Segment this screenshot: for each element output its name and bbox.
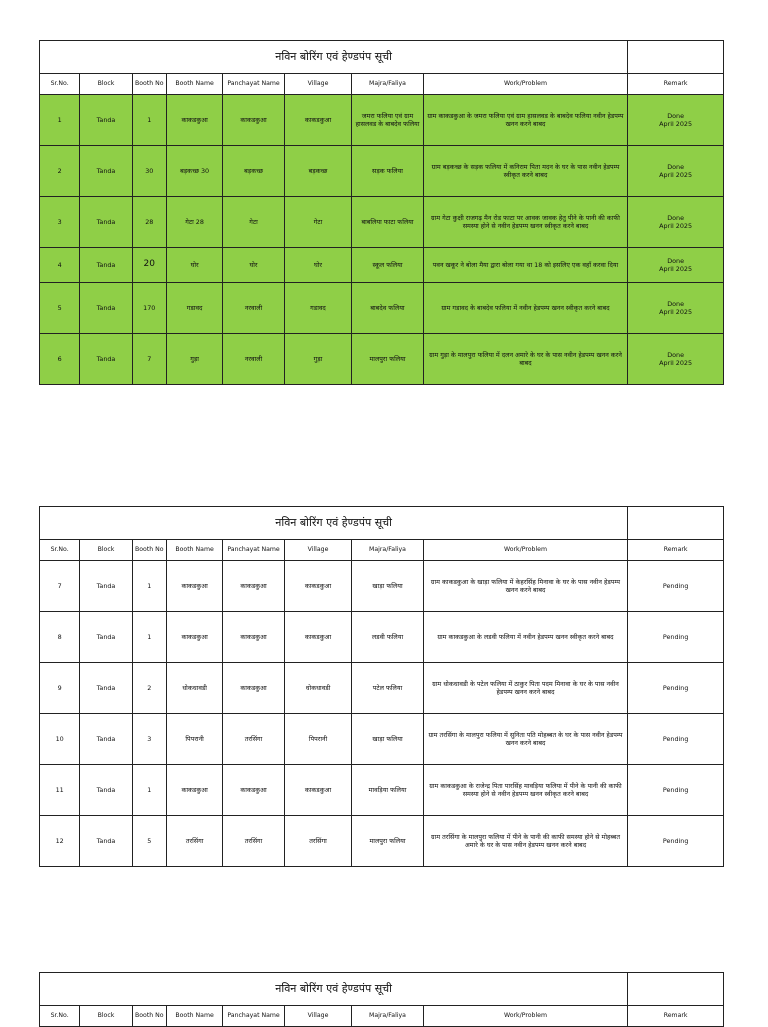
- cell-panchayat: तरसिंगा: [223, 816, 284, 867]
- cell-panchayat: नरवाली: [223, 283, 284, 334]
- cell-village: पिपरानी: [284, 714, 351, 765]
- cell-block: Tanda: [80, 561, 132, 612]
- cell-remark: [628, 334, 724, 385]
- table-row: [40, 334, 724, 385]
- title-blank-cell: [628, 973, 724, 1006]
- cell-remark: Pending: [628, 612, 724, 663]
- cell-remark: [628, 95, 724, 146]
- header-panchayat: Panchayat Name: [223, 540, 284, 561]
- cell-remark: Pending: [628, 714, 724, 765]
- cell-work: ग्राम काकडकुआ के जमरा फलिया एवं ग्राम हासलवड के बाबदेव फलिया नवीन हेडपम्प खनन करने बाबद: [423, 95, 627, 146]
- table-row: [40, 197, 724, 248]
- cell-booth-no: 170: [132, 283, 166, 334]
- header-work: Work/Problem: [423, 74, 627, 95]
- cell-sr: 3: [40, 197, 80, 248]
- cell-panchayat: तरसिंगा: [223, 714, 284, 765]
- cell-booth-no: 1: [132, 561, 166, 612]
- table-3: [39, 972, 724, 1027]
- cell-booth-no: 1: [132, 95, 166, 146]
- header-village: Village: [284, 74, 351, 95]
- cell-work: ग्राम गुड़ा के मालपुरा फलिया में दलन अमारे के घर के पास नवीन हेडपम्प खनन करने बाबद: [423, 334, 627, 385]
- header-booth-no: Booth No: [132, 540, 166, 561]
- cell-majra: जमरा फलिया एवं ग्राम हासलवड के बाबदेव फलिया: [352, 95, 424, 146]
- header-village: Village: [284, 540, 351, 561]
- title-blank-cell: [628, 507, 724, 540]
- cell-booth-name: काकडकुआ: [166, 95, 222, 146]
- header-work: Work/Problem: [423, 540, 627, 561]
- cell-block: Tanda: [80, 816, 132, 867]
- remark-date: April 2025: [659, 359, 693, 367]
- cell-village: घोर: [284, 248, 351, 283]
- cell-work: ग्राम काकडकुआ के लडवी फलिया में नवीन हेडपम्प खनन स्वीकृत करने बाबद: [423, 612, 627, 663]
- cell-block: Tanda: [80, 283, 132, 334]
- cell-booth-no: 7: [132, 334, 166, 385]
- cell-majra: खाड़ा फलिया: [352, 561, 424, 612]
- cell-booth-no: 1: [132, 765, 166, 816]
- header-booth-name: Booth Name: [166, 1006, 222, 1027]
- table-row: [40, 816, 724, 867]
- cell-majra: स्कूल फलिया: [352, 248, 424, 283]
- cell-block: Tanda: [80, 765, 132, 816]
- table-title: नविन बोरिंग एवं हेण्डपंप सूची: [40, 41, 628, 74]
- cell-majra: बाबलिया फाटा फलिया: [352, 197, 424, 248]
- cell-work: ग्राम बड़कच्छ के सड़क फलिया में कनिराम पिता मदन के घर के पास नवीन हेडपम्प स्वीकृत करने बाबद: [423, 146, 627, 197]
- cell-remark: [628, 197, 724, 248]
- cell-village: गुड़ा: [284, 334, 351, 385]
- cell-panchayat: काकडकुआ: [223, 765, 284, 816]
- header-majra: Majra/Faliya: [352, 540, 424, 561]
- table-2: [39, 506, 724, 867]
- cell-block: Tanda: [80, 334, 132, 385]
- cell-booth-no: 2: [132, 663, 166, 714]
- cell-work: पवन खकूर ने बोला मैया द्वारा बोला गया था 18 को इसलिए एक वहाँ करवा दिया: [423, 248, 627, 283]
- remark-status: Done: [667, 351, 685, 359]
- cell-block: Tanda: [80, 95, 132, 146]
- remark-status: Done: [667, 112, 685, 120]
- cell-majra: मावड़िया फलिया: [352, 765, 424, 816]
- cell-block: Tanda: [80, 248, 132, 283]
- cell-booth-name: काकडकुआ: [166, 561, 222, 612]
- header-remark: Remark: [628, 74, 724, 95]
- cell-village: काकडकुआ: [284, 95, 351, 146]
- cell-panchayat: गेटा: [223, 197, 284, 248]
- title-blank-cell: [628, 41, 724, 74]
- cell-booth-no: 1: [132, 612, 166, 663]
- cell-block: Tanda: [80, 714, 132, 765]
- cell-village: गेटा: [284, 197, 351, 248]
- remark-date: April 2025: [659, 265, 693, 273]
- cell-majra: सड़क फलिया: [352, 146, 424, 197]
- header-sr-no: Sr.No.: [40, 1006, 80, 1027]
- header-remark: Remark: [628, 1006, 724, 1027]
- cell-majra: लडवी फलिया: [352, 612, 424, 663]
- cell-work: ग्राम काकडकुआ के खाड़ा फलिया में केहरसिंह मिनावा के घर के पास नवीन हेडपम्प खनन करने बाबद: [423, 561, 627, 612]
- cell-booth-name: घोर: [166, 248, 222, 283]
- remark-date: April 2025: [659, 171, 693, 179]
- cell-booth-name: गडावद: [166, 283, 222, 334]
- cell-majra: पटेल फलिया: [352, 663, 424, 714]
- header-majra: Majra/Faliya: [352, 74, 424, 95]
- cell-majra: खाड़ा फलिया: [352, 714, 424, 765]
- cell-panchayat: घोर: [223, 248, 284, 283]
- remark-date: April 2025: [659, 120, 693, 128]
- remark-status: Done: [667, 300, 685, 308]
- header-work: Work/Problem: [423, 1006, 627, 1027]
- header-sr-no: Sr.No.: [40, 540, 80, 561]
- cell-sr: 5: [40, 283, 80, 334]
- cell-sr: 11: [40, 765, 80, 816]
- table-row: [40, 612, 724, 663]
- header-block: Block: [80, 74, 132, 95]
- header-booth-name: Booth Name: [166, 540, 222, 561]
- cell-panchayat: काकडकुआ: [223, 95, 284, 146]
- cell-booth-name: धोकधावडी: [166, 663, 222, 714]
- cell-sr: 12: [40, 816, 80, 867]
- cell-booth-name: पिपरानी: [166, 714, 222, 765]
- cell-remark: Pending: [628, 765, 724, 816]
- header-block: Block: [80, 1006, 132, 1027]
- cell-remark: [628, 146, 724, 197]
- cell-panchayat: बड़कच्छ: [223, 146, 284, 197]
- cell-majra: मालपुरा फलिया: [352, 816, 424, 867]
- cell-sr: 10: [40, 714, 80, 765]
- header-remark: Remark: [628, 540, 724, 561]
- cell-remark: Pending: [628, 816, 724, 867]
- cell-booth-no: 20: [132, 248, 166, 283]
- header-booth-no: Booth No: [132, 1006, 166, 1027]
- remark-date: April 2025: [659, 308, 693, 316]
- header-sr-no: Sr.No.: [40, 74, 80, 95]
- cell-booth-no: 28: [132, 197, 166, 248]
- cell-village: धोकधावडी: [284, 663, 351, 714]
- table-row: [40, 561, 724, 612]
- table-1: [39, 40, 724, 385]
- cell-booth-name: गेटा 28: [166, 197, 222, 248]
- cell-sr: 7: [40, 561, 80, 612]
- cell-work: ग्राम गेटा कुक्षी राजगढ़ मैन रोड फाटा पर आवक जावक हेतु पीने के पानी की काफी समस्या होने से नवीन हेडपम्प खनन स्वीकृत करने बाबद: [423, 197, 627, 248]
- header-panchayat: Panchayat Name: [223, 74, 284, 95]
- remark-status: Done: [667, 214, 685, 222]
- cell-majra: बाबदेव फलिया: [352, 283, 424, 334]
- cell-booth-no: 30: [132, 146, 166, 197]
- header-village: Village: [284, 1006, 351, 1027]
- remark-date: April 2025: [659, 222, 693, 230]
- cell-panchayat: नरवाली: [223, 334, 284, 385]
- table-row: [40, 765, 724, 816]
- cell-booth-name: गुड़ा: [166, 334, 222, 385]
- cell-village: काकडकुआ: [284, 765, 351, 816]
- cell-sr: 2: [40, 146, 80, 197]
- cell-village: काकडकुआ: [284, 561, 351, 612]
- header-panchayat: Panchayat Name: [223, 1006, 284, 1027]
- cell-block: Tanda: [80, 197, 132, 248]
- cell-booth-name: तरसिंगा: [166, 816, 222, 867]
- cell-sr: 8: [40, 612, 80, 663]
- cell-panchayat: काकडकुआ: [223, 663, 284, 714]
- cell-booth-name: बड़कच्छ 30: [166, 146, 222, 197]
- cell-village: बड़कच्छ: [284, 146, 351, 197]
- cell-village: तरसिंगा: [284, 816, 351, 867]
- cell-majra: मालपुरा फलिया: [352, 334, 424, 385]
- cell-work: ग्राम तरसिंगा के मालपुरा फलिया में पीने के पानी की काफी समस्या होने से मोहब्बत अमारे के घर के पास नवीन हेडपम्प खनन करने बाबद: [423, 816, 627, 867]
- cell-remark: Pending: [628, 663, 724, 714]
- cell-booth-no: 3: [132, 714, 166, 765]
- cell-village: काकडकुआ: [284, 612, 351, 663]
- cell-sr: 1: [40, 95, 80, 146]
- header-booth-name: Booth Name: [166, 74, 222, 95]
- cell-sr: 6: [40, 334, 80, 385]
- cell-work: ग्राम धोकधावडी के पटेल फलिया में ठाकुर पिता पदम मिनावा के घर के पास नवीन हेडपम्प खनन करने बाबद: [423, 663, 627, 714]
- table-row: [40, 663, 724, 714]
- table-row: [40, 248, 724, 283]
- cell-booth-no: 5: [132, 816, 166, 867]
- cell-panchayat: काकडकुआ: [223, 612, 284, 663]
- cell-booth-name: काकडकुआ: [166, 765, 222, 816]
- cell-sr: 4: [40, 248, 80, 283]
- cell-block: Tanda: [80, 663, 132, 714]
- remark-status: Done: [667, 257, 685, 265]
- table-row: [40, 95, 724, 146]
- cell-panchayat: काकडकुआ: [223, 561, 284, 612]
- cell-work: ग्राम काकडकुआ के राजेन्द्र पिता पारसिंह मावड़िया फलिया में पीने के पानी की काफी समस्या होने से नवीन हेडपम्प खनन स्वीकृत करने बाबद: [423, 765, 627, 816]
- cell-block: Tanda: [80, 146, 132, 197]
- table-title: नविन बोरिंग एवं हेण्डपंप सूची: [40, 973, 628, 1006]
- header-block: Block: [80, 540, 132, 561]
- cell-work: ग्राम तरसिंगा के मालपुरा फलिया में सुनिता पति मोहब्बत के घर के पास नवीन हेडपम्प खनन करने बाबद: [423, 714, 627, 765]
- cell-sr: 9: [40, 663, 80, 714]
- cell-work: ग्राम गडावद के बाबदेव फलिया में नवीन हेडपम्प खनन स्वीकृत करने बाबद: [423, 283, 627, 334]
- cell-village: गडावद: [284, 283, 351, 334]
- table-row: [40, 146, 724, 197]
- table-row: [40, 714, 724, 765]
- cell-remark: [628, 248, 724, 283]
- remark-status: Done: [667, 163, 685, 171]
- table-title: नविन बोरिंग एवं हेण्डपंप सूची: [40, 507, 628, 540]
- cell-remark: Pending: [628, 561, 724, 612]
- header-majra: Majra/Faliya: [352, 1006, 424, 1027]
- table-row: [40, 283, 724, 334]
- header-booth-no: Booth No: [132, 74, 166, 95]
- cell-block: Tanda: [80, 612, 132, 663]
- cell-remark: [628, 283, 724, 334]
- cell-booth-name: काकडकुआ: [166, 612, 222, 663]
